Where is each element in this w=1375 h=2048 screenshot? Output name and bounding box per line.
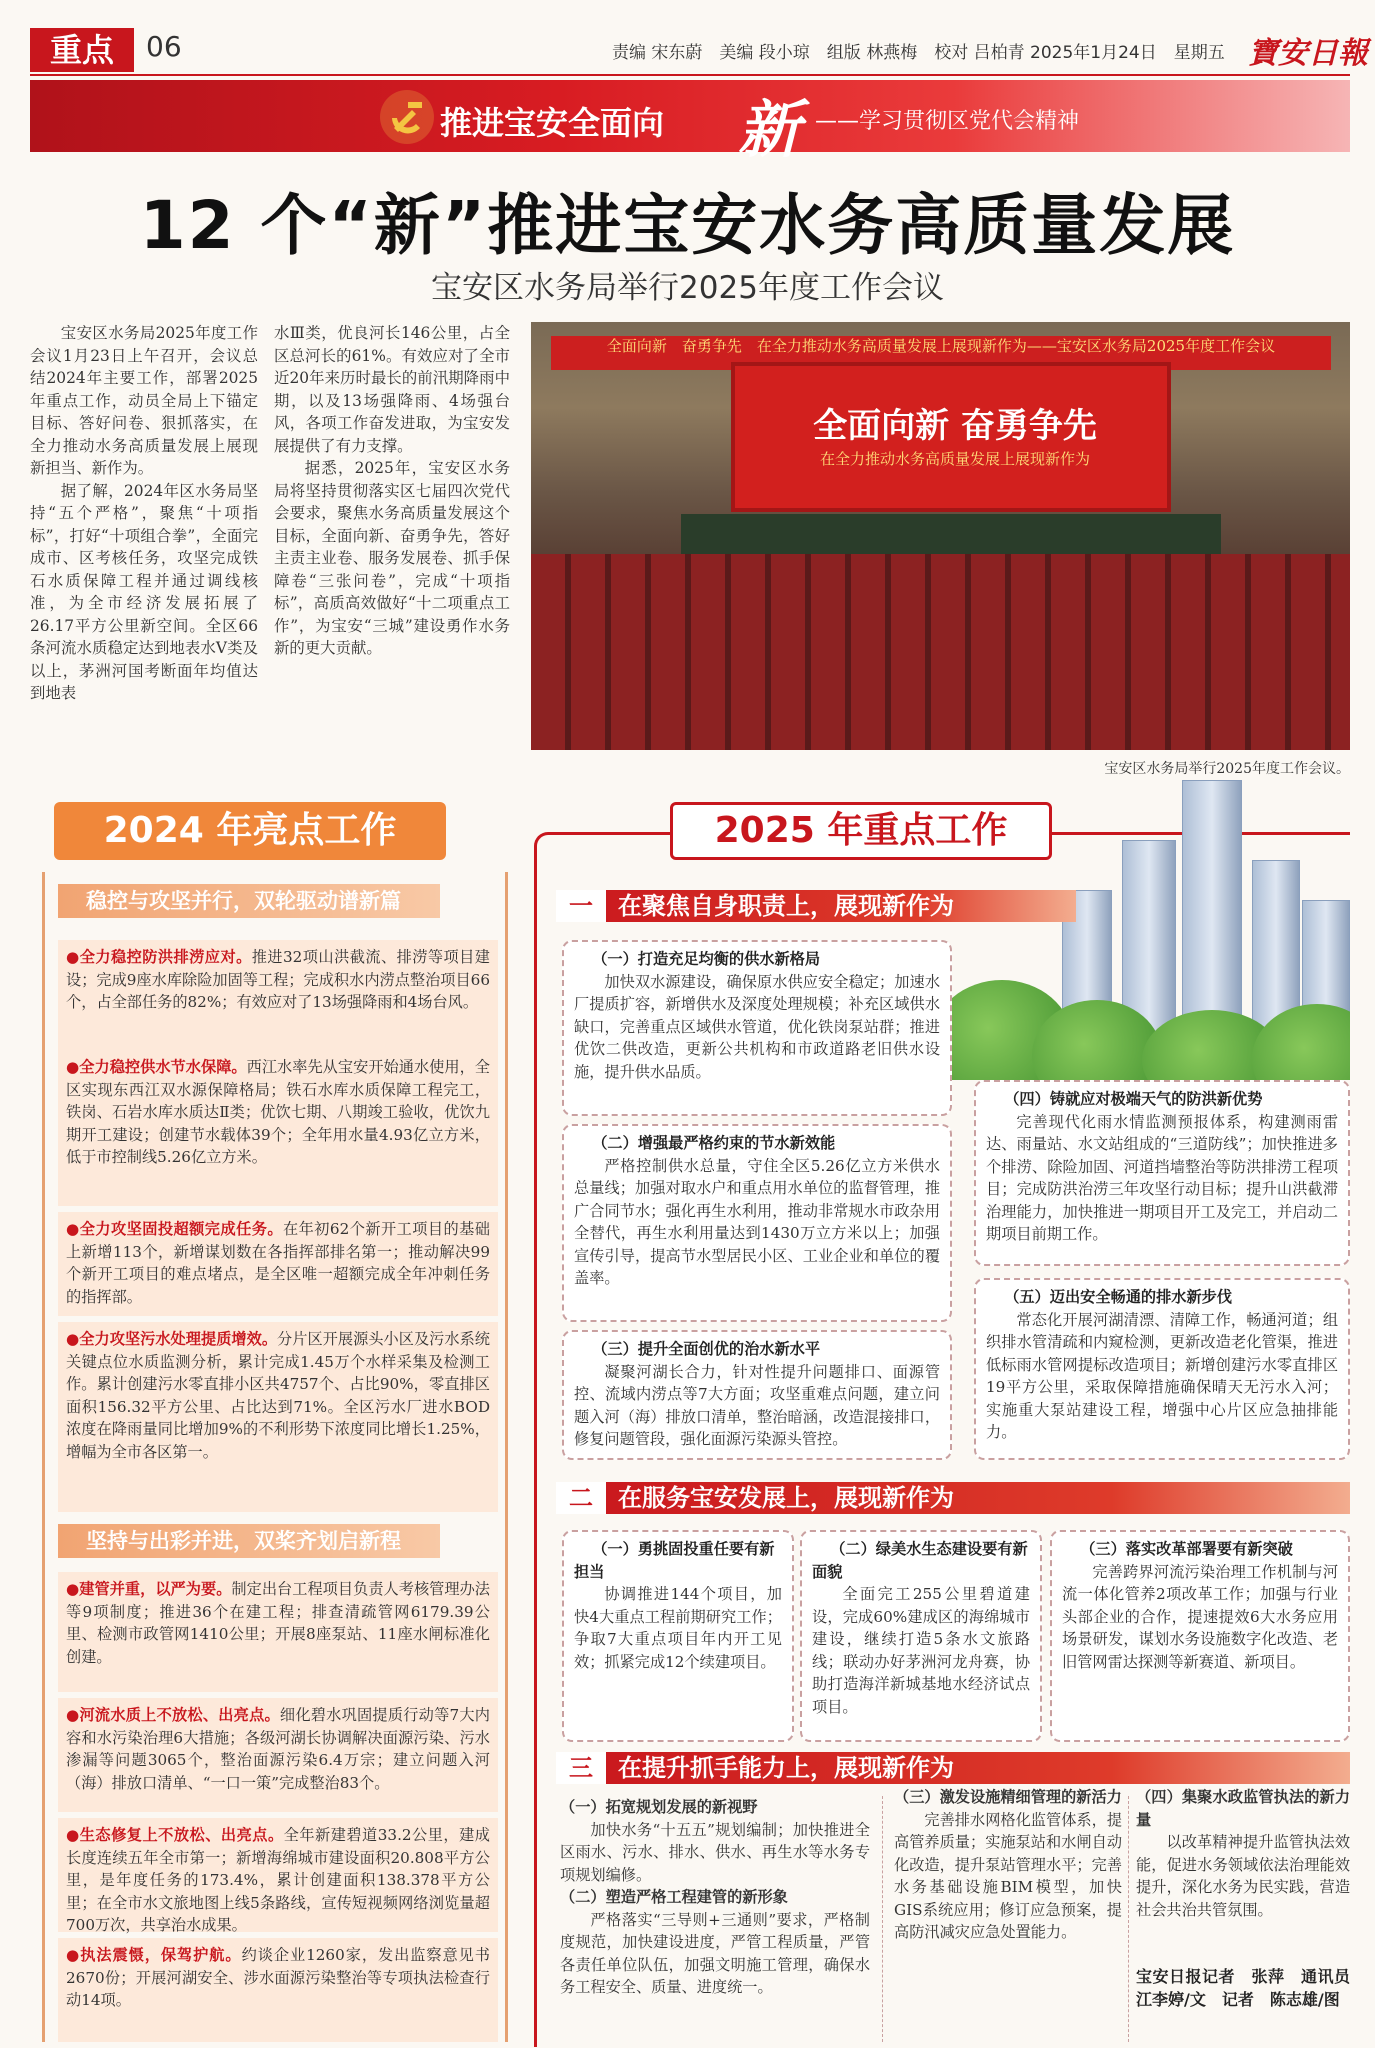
task-box	[1050, 1530, 1350, 1742]
task-title: （一）勇挑固投重任要有新担当	[574, 1540, 775, 1581]
task-box	[974, 1278, 1350, 1460]
section-number: 三	[556, 1752, 606, 1784]
photo-stage-screen	[731, 362, 1171, 512]
editor-credits: 责编 宋东蔚 美编 段小琼 组版 林燕梅 校对 吕柏青	[612, 43, 1025, 63]
header-divider	[30, 74, 1350, 76]
section-bar-2	[556, 1482, 1350, 1514]
lead-column-1	[30, 322, 258, 705]
highlight-text: 在年初62个新开工项目的基础上新增113个，新增谋划数在各指挥部排名第一；推动解决99个新开工项目的难点堵点，是全区唯一超额完成全年冲刺任务的指挥部。	[66, 1220, 490, 1306]
issue-date: 2025年1月24日 星期五	[1030, 43, 1225, 63]
task-text: 完善跨界河流污染治理工作机制与河流一体化管养2项改革工作；加强与行业头部企业的合作，提速提效6大水务应用场景研发，谋划水务设施数字化改造、老旧管网雷达探测等新赛道、新项目。	[1062, 1562, 1338, 1671]
task-text: 协调推进144个项目，加快4大重点工程前期研究工作；争取7大重点项目年内开工见效；抓紧完成12个续建项目。	[574, 1585, 782, 1671]
column-divider	[882, 1796, 883, 2042]
task-box	[562, 940, 952, 1116]
task-text: 常态化开展河湖清漂、清障工作，畅通河道；组织排水管清疏和内窥检测，更新改造老化管渠，推进低标雨水管网提标改造项目；新增创建污水零直排区19平方公里，采取保障措施确保晴天无污水入河；实施重大泵站建设工程，增强中心片区应急抽排能力。	[986, 1310, 1338, 1441]
task-text: 严格控制供水总量，守住全区5.26亿立方米供水总量线；加强对取水户和重点用水单位的监督管理，推广合同节水；强化再生水利用，推动非常规水市政杂用全替代，再生水利用量达到1430万立方米以上；加强宣传引导，提高节水型居民小区、工业企业和单位的覆盖率。	[574, 1156, 940, 1287]
campaign-banner	[30, 80, 1350, 152]
task-title: （五）迈出安全畅通的排水新步伐	[1004, 1288, 1233, 1306]
lead-paragraph: 据悉，2025年，宝安区水务局将坚持贯彻落实区七届四次党代会要求，聚焦水务高质量发展这个目标，全面向新、奋勇争先，答好主责主业卷、服务发展卷、抓手保障卷“三张问卷”，完成“十项指标”，高质高效做好“十二项重点工作”，为宝安“三城”建设勇作水务新的更大贡献。	[274, 459, 510, 657]
newspaper-logo: 寶安日報	[1248, 36, 1368, 71]
highlight-text: 分片区开展源头小区及污水系统关键点位水质监测分析，累计完成1.45万个水样采集及检测工作。累计创建污水零直排小区共4757个、占比90%，零直排区面积156.32平方公里、占比达到71%。全区污水厂进水BOD浓度在降雨量同比增加9%的不利形势下浓度同比增长1.25%，增幅为全市各区第一。	[66, 1330, 490, 1461]
task-block	[1136, 1786, 1350, 1966]
city-skyline-illustration	[952, 780, 1350, 1080]
banner-subtitle: ——学习贯彻区党代会精神	[815, 109, 1080, 134]
highlight-label: ●全力稳控防洪排涝应对。	[66, 948, 252, 966]
task-title: （三）落实改革部署要有新突破	[1080, 1540, 1293, 1558]
task-text: 完善排水网格化监管体系，提高管养质量；实施泵站和水闸自动化改造，提升泵站管理水平；完善水务基础设施BIM模型，加快GIS系统应用；修订应急预案，提高防汛减灾应急处置能力。	[894, 1810, 1122, 1941]
task-text: 严格落实“三导则+三通则”要求，严格制度规范，加快建设进度，严管工程质量，严管各责任单位队伍，加强文明施工管理，确保水务工程安全、质量、进度统一。	[560, 1910, 870, 1996]
task-title: （四）铸就应对极端天气的防洪新优势	[1004, 1090, 1263, 1108]
highlight-item	[58, 1818, 498, 1932]
highlight-item	[58, 1698, 498, 1812]
task-box	[800, 1530, 1042, 1742]
highlight-label: ●生态修复上不放松、出亮点。	[66, 1826, 284, 1844]
task-title: （四）集聚水政监管执法的新力量	[1136, 1788, 1350, 1829]
section-title: 在聚焦自身职责上，展现新作为	[618, 892, 954, 920]
priorities-2025-title: 2025 年重点工作	[670, 802, 1052, 860]
section-number: 一	[556, 890, 606, 922]
page-number: 06	[146, 30, 182, 63]
photo-stage-table	[681, 514, 1221, 554]
highlights-subhead-1: 稳控与攻坚并行，双轮驱动谱新篇	[58, 884, 440, 918]
highlight-text: 约谈企业1260家，发出监察意见书2670份；开展河湖安全、涉水面源污染整治等专项执法检查行动14项。	[66, 1946, 490, 2009]
task-text: 全面完工255公里碧道建设，完成60%建成区的海绵城市建设，继续打造5条水文旅路线；联动办好茅洲河龙舟赛，协助打造海洋新城基地水经济试点项目。	[812, 1585, 1030, 1716]
task-title: （二）塑造严格工程建管的新形象	[560, 1888, 788, 1906]
task-text: 以改革精神提升监管执法效能，促进水务领域依法治理能效提升，深化水务为民实践，营造社会共治共管氛围。	[1136, 1833, 1350, 1919]
meeting-photo	[531, 322, 1350, 750]
highlight-label: ●全力稳控供水节水保障。	[66, 1058, 247, 1076]
task-title: （一）拓宽规划发展的新视野	[560, 1798, 758, 1816]
subheadline: 宝安区水务局举行2025年度工作会议	[431, 270, 944, 306]
highlight-item	[58, 1050, 498, 1206]
section-bar-1	[556, 890, 1076, 922]
section-title: 在提升抓手能力上，展现新作为	[618, 1754, 954, 1782]
highlight-item	[58, 1322, 498, 1512]
photo-screen-slogan: 全面向新 奋勇争先	[813, 406, 1097, 446]
task-text: 完善现代化雨水情监测预报体系，构建测雨雷达、雨量站、水文站组成的“三道防线”；加快推进多个排涝、除险加固、河道挡墙整治等防洪排涝工程项目；完成防洪治涝三年攻坚行动目标；提升山洪截滞治理能力，加快推进一期项目开工及完工，并启动二期项目前期工作。	[986, 1112, 1338, 1243]
task-title: （二）增强最严格约束的节水新效能	[592, 1134, 836, 1152]
highlight-label: ●执法震慑，保驾护航。	[66, 1946, 242, 1964]
photo-audience-seats	[531, 554, 1350, 750]
lead-paragraph: 据了解，2024年区水务局坚持“五个严格”，聚焦“十项指标”，打好“十项组合拳”，全面完成市、区考核任务，攻坚完成铁石水质保障工程并通过调线核准，为全市经济发展拓展了26.17平方公里新空间。全区66条河流水质稳定达到地表水V类及以上，茅洲河国考断面年均值达到地表	[30, 481, 258, 702]
task-text: 加快水务“十五五”规划编制；加快推进全区雨水、污水、排水、供水、再生水等水务专项规划编修。	[560, 1820, 870, 1884]
highlight-item	[58, 1938, 498, 2042]
highlight-item	[58, 1572, 498, 1692]
task-box	[562, 1330, 952, 1460]
highlights-subhead-2: 坚持与出彩并进，双桨齐划启新程	[58, 1524, 440, 1558]
hammer-sickle-icon	[378, 88, 436, 146]
task-box	[562, 1530, 794, 1742]
banner-xin-glyph: 新	[738, 93, 801, 166]
section-title: 在服务宝安发展上，展现新作为	[618, 1484, 954, 1512]
task-box	[974, 1080, 1350, 1266]
photo-screen-subtitle: 在全力推动水务高质量发展上展现新作为	[819, 450, 1090, 468]
task-block	[560, 1796, 870, 2046]
task-title: （三）激发设施精细管理的新活力	[894, 1788, 1122, 1806]
highlight-label: ●建管并重，以严为要。	[66, 1580, 232, 1598]
section-number: 二	[556, 1482, 606, 1514]
banner-title: 推进宝安全面向	[440, 104, 665, 142]
column-divider	[1128, 1796, 1129, 2042]
task-block	[894, 1786, 1122, 2046]
highlight-text: 制定出台工程项目负责人考核管理办法等9项制度；推进36个在建工程；排查清疏管网6179.39公里、检测市政管网1410公里；开展8座泵站、11座水闸标准化创建。	[66, 1580, 490, 1666]
highlight-label: ●河流水质上不放松、出亮点。	[66, 1706, 280, 1724]
task-text: 凝聚河湖长合力，针对性提升问题排口、面源管控、流域内涝点等7大方面；攻坚重难点问题，建立问题入河（海）排放口清单，整治暗涵，改造混接排口，修复问题管段，强化面源污染源头管控。	[574, 1362, 940, 1448]
highlight-label: ●全力攻坚固投超额完成任务。	[66, 1220, 283, 1238]
task-title: （一）打造充足均衡的供水新格局	[592, 950, 821, 968]
highlight-text: 细化碧水巩固提质行动等7大内容和水污染治理6大措施；各级河湖长协调解决面源污染、污水渗漏等问题3065个，整治面源污染6.4万宗；建立问题入河（海）排放口清单、“一口一策”完成整治83个。	[66, 1706, 490, 1792]
highlight-item	[58, 1212, 498, 1316]
lead-paragraph: 水Ⅲ类，优良河长146公里，占全区总河长的61%。有效应对了全市近20年来历时最长的前汛期降雨中期，以及13场强降雨、4场强台风，各项工作奋发进取，为宝安发展提供了有力支撑。	[274, 324, 510, 455]
lead-column-2	[274, 322, 510, 660]
task-title: （二）绿美水生态建设要有新面貌	[812, 1540, 1028, 1581]
section-bar-3	[556, 1752, 1350, 1784]
highlight-text: 全年新建碧道33.2公里，建成长度连续五年全市第一；新增海绵城市建设面积20.808平方公里，是年度任务的173.4%，累计创建面积138.378平方公里；在全市水文旅地图上线5条路线，宣传短视频网络浏览量超700万次，共享治水成果。	[66, 1826, 490, 1934]
task-box	[562, 1124, 952, 1322]
highlight-text: 推进32项山洪截流、排涝等项目建设；完成9座水库除险加固等工程；完成积水内涝点整治项目66个，占全部任务的82%；有效应对了13场强降雨和4场台风。	[66, 948, 490, 1011]
highlight-label: ●全力攻坚污水处理提质增效。	[66, 1330, 278, 1348]
task-text: 加快双水源建设，确保原水供应安全稳定；加速水厂提质扩容，新增供水及深度处理规模；补充区域供水缺口，完善重点区域供水管道，优化铁岗泵站群；推进优饮二供改造，更新公共机构和市政道路老旧供水设施，提升供水品质。	[574, 972, 940, 1081]
byline: 宝安日报记者 张萍 通讯员 江李婷/文 记者 陈志雄/图	[1136, 1967, 1367, 2009]
highlight-text: 西江水率先从宝安开始通水使用，全区实现东西江双水源保障格局；铁石水库水质保障工程完工，铁岗、石岩水库水质达Ⅱ类；优饮七期、八期竣工验收，优饮九期开工建设；创建节水载体39个；全年用水量4.93亿立方米，低于市控制线5.26亿立方米。	[66, 1058, 490, 1166]
highlights-2024-title: 2024 年亮点工作	[54, 802, 446, 860]
photo-banner-sign: 全面向新 奋勇争先 在全力推动水务高质量发展上展现新作为——宝安区水务局2025年度工作会议	[551, 336, 1331, 370]
section-tag: 重点	[30, 28, 134, 72]
task-title: （三）提升全面创优的治水新水平	[592, 1340, 821, 1358]
lead-paragraph: 宝安区水务局2025年度工作会议1月23日上午召开，会议总结2024年主要工作，部署2025年重点工作，动员全局上下锚定目标、答好问卷、狠抓落实，在全力推动水务高质量发展上展现新担当、新作为。	[30, 324, 258, 477]
headline: 12 个“新”推进宝安水务高质量发展	[139, 187, 1236, 264]
photo-caption: 宝安区水务局举行2025年度工作会议。	[1104, 761, 1350, 777]
